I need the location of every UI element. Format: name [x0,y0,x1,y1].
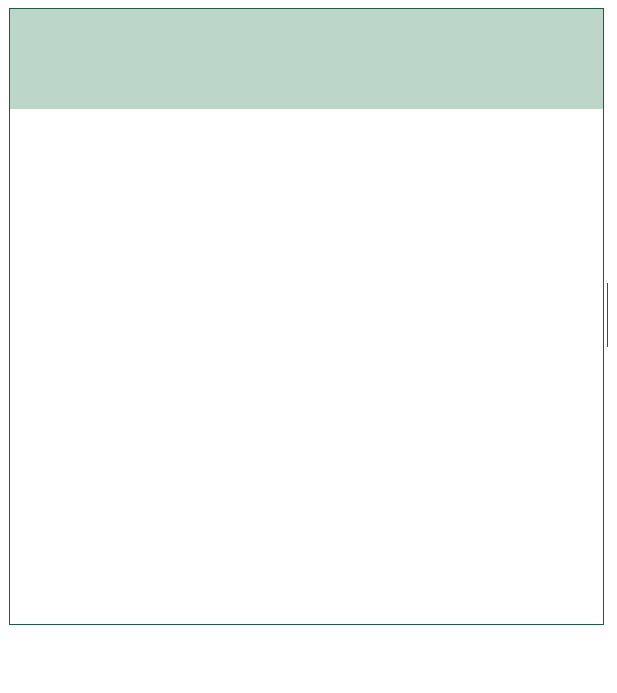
table-header [10,8,603,109]
vertical-rule [607,283,608,347]
attenuation-table [9,8,604,625]
frequency-header-row [10,87,603,109]
